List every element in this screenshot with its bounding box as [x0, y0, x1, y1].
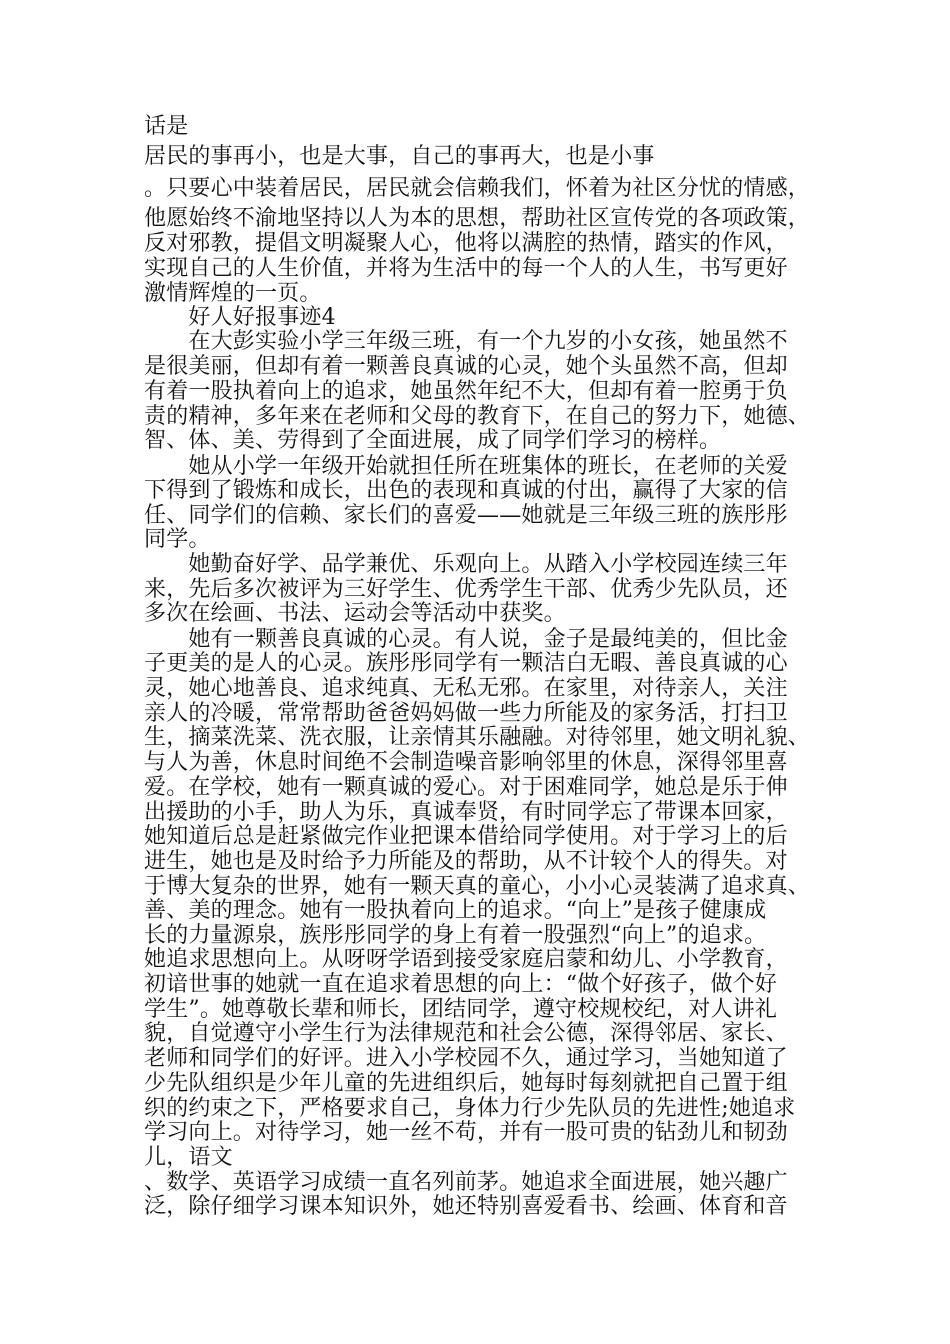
section-heading: 好人好报事迹4 — [144, 305, 336, 330]
text-line: 。只要心中装着居民，居民就会信赖我们，怀着为社区分忧的情感， — [144, 176, 811, 201]
text-line: 灵，她心地善良、追求纯真、无私无邪。在家里，对待亲人，关注 — [144, 676, 788, 701]
text-line: 她勤奋好学、品学兼优、乐观向上。从踏入小学校园连续三年 — [144, 552, 788, 577]
text-line: 、数学、英语学习成绩一直名列前茅。她追求全面进展，她兴趣广 — [144, 1170, 788, 1195]
text-line: 多次在绘画、书法、运动会等活动中获奖。 — [144, 601, 566, 626]
text-line: 学生”。她尊敬长辈和师长，团结同学，遵守校规校纪，对人讲礼 — [144, 997, 778, 1022]
text-line: 初谙世事的她就一直在追求着思想的向上：“做个好孩子，做个好 — [144, 972, 778, 997]
text-line: 学习向上。对待学习，她一丝不苟，并有一股可贵的钻劲儿和韧劲 — [144, 1120, 788, 1145]
text-line: 她知道后总是赶紧做完作业把课本借给同学使用。对于学习上的后 — [144, 824, 788, 849]
text-line: 实现自己的人生价值，并将为生活中的每一个人的人生，书写更好 — [144, 256, 788, 281]
text-line: 爱。在学校，她有一颗真诚的爱心。对于困难同学，她总是乐于伸 — [144, 775, 788, 800]
text-line: 少先队组织是少年儿童的先进组织后，她每时每刻就把自己置于组 — [144, 1071, 788, 1096]
text-line: 智、体、美、劳得到了全面进展，成了同学们学习的榜样。 — [144, 428, 722, 453]
text-line: 生，摘菜洗菜、洗衣服，让亲情其乐融融。对待邻里，她文明礼貌、 — [144, 725, 811, 750]
text-line: 有着一股执着向上的追求，她虽然年纪不大，但却有着一腔勇于负 — [144, 379, 788, 404]
text-line: 话是 — [144, 114, 189, 139]
text-line: 下得到了锻炼和成长，出色的表现和真诚的付出，赢得了大家的信 — [144, 478, 788, 503]
text-line: 在大彭实验小学三年级三班，有一个九岁的小女孩，她虽然不 — [144, 329, 788, 354]
text-line: 出援助的小手，助人为乐，真诚奉贤，有时同学忘了带课本回家， — [144, 800, 788, 825]
text-line: 善、美的理念。她有一股执着向上的追求。“向上”是孩子健康成 — [144, 898, 767, 923]
text-line: 来，先后多次被评为三好学生、优秀学生干部、优秀少先队员，还 — [144, 577, 788, 602]
text-line: 任、同学们的信赖、家长们的喜爱——她就是三年级三班的族彤彤 — [144, 503, 788, 528]
text-line: 子更美的是人的心灵。族彤彤同学有一颗洁白无暇、善良真诚的心 — [144, 651, 788, 676]
text-line: 进生，她也是及时给予力所能及的帮助，从不计较个人的得失。对 — [144, 849, 788, 874]
text-line: 泛，除仔细学习课本知识外，她还特别喜爱看书、绘画、体育和音 — [144, 1194, 788, 1219]
text-line: 居民的事再小，也是大事，自己的事再大，也是小事 — [144, 144, 655, 169]
text-line: 织的约束之下，严格要求自己，身体力行少先队员的先进性;她追求 — [144, 1096, 796, 1121]
text-line: 是很美丽，但却有着一颗善良真诚的心灵，她个头虽然不高，但却 — [144, 354, 788, 379]
text-line: 貌，自觉遵守小学生行为法律规范和社会公德，深得邻居、家长、 — [144, 1021, 788, 1046]
text-line: 责的精神，多年来在老师和父母的教育下，在自己的努力下，她德、 — [144, 404, 811, 429]
text-line: 同学。 — [144, 527, 211, 552]
text-line: 她从小学一年级开始就担任所在班集体的班长，在老师的关爱 — [144, 454, 788, 479]
text-line: 亲人的冷暖，常常帮助爸爸妈妈做一些力所能及的家务活，打扫卫 — [144, 701, 788, 726]
text-line: 长的力量源泉，族彤彤同学的身上有着一股强烈“向上”的追求。 — [144, 923, 767, 948]
text-line: 老师和同学们的好评。进入小学校园不久，通过学习，当她知道了 — [144, 1046, 788, 1071]
text-line: 他愿始终不渝地坚持以人为本的思想，帮助社区宣传党的各项政策， — [144, 206, 811, 231]
text-line: 儿，语文 — [144, 1145, 233, 1170]
text-line: 她追求思想向上。从呀呀学语到接受家庭启蒙和幼儿、小学教育， — [144, 947, 788, 972]
text-line: 与人为善，休息时间绝不会制造噪音影响邻里的休息，深得邻里喜 — [144, 750, 788, 775]
text-line: 于博大复杂的世界，她有一颗天真的童心，小小心灵装满了追求真、 — [144, 874, 811, 899]
text-line: 激情辉煌的一页。 — [144, 281, 322, 306]
text-line: 她有一颗善良真诚的心灵。有人说，金子是最纯美的，但比金 — [144, 627, 788, 652]
text-line: 反对邪教，提倡文明凝聚人心，他将以满腔的热情，踏实的作风， — [144, 231, 788, 256]
